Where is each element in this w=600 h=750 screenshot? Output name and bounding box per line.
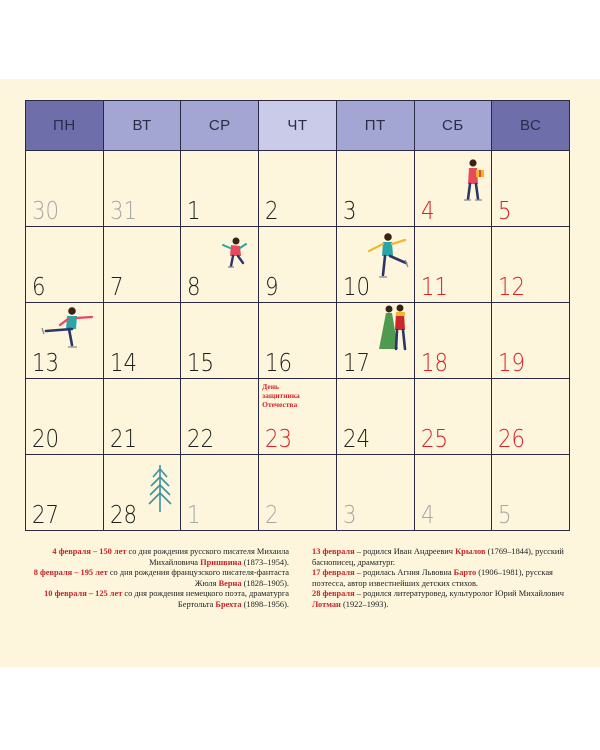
week-row-1 <box>26 151 570 227</box>
note-item <box>312 589 577 610</box>
note-years: 125 лет <box>95 589 123 599</box>
skater-with-gift-icon <box>459 157 487 207</box>
day-cell <box>181 227 259 303</box>
day-cell <box>414 455 492 531</box>
weekday-mon: ПН <box>26 101 104 151</box>
day-cell <box>414 151 492 227</box>
day-cell <box>26 151 104 227</box>
day-cell <box>259 303 337 379</box>
note-name: Пришвина <box>200 557 242 567</box>
day-cell <box>259 227 337 303</box>
day-cell <box>492 151 570 227</box>
weekday-sat: СБ <box>414 101 492 151</box>
fir-tree-icon <box>147 463 173 513</box>
note-text: (1769–1844), русский баснописец, драматург. <box>312 547 564 567</box>
note-text: – родился литературовед, культуролог Юрий Михайлович <box>354 589 564 599</box>
day-number: 10 <box>342 272 370 301</box>
day-number: 1 <box>187 196 201 225</box>
day-cell <box>181 151 259 227</box>
note-item: 10 февраля – 125 лет со дня рождения немецкого поэта, драматурга Бертольта Брехта (1898–1956). <box>44 589 289 609</box>
day-cell <box>336 151 414 227</box>
day-cell <box>336 227 414 303</box>
day-number: 30 <box>32 196 60 225</box>
day-number: 15 <box>187 348 215 377</box>
day-cell <box>26 455 104 531</box>
day-number: 12 <box>498 272 526 301</box>
skater-girl-icon <box>221 236 249 270</box>
day-number: 27 <box>32 500 60 529</box>
day-number: 3 <box>342 196 357 225</box>
day-number: 22 <box>187 424 215 453</box>
day-number: 25 <box>420 424 448 453</box>
day-cell <box>103 379 181 455</box>
note-item <box>312 568 577 589</box>
weekday-fri: ПТ <box>336 101 414 151</box>
day-number: 26 <box>498 424 526 453</box>
day-number: 1 <box>187 500 201 529</box>
day-number: 16 <box>265 348 293 377</box>
day-number: 8 <box>187 272 201 301</box>
holiday-label: День защитника Отечества <box>262 382 300 409</box>
day-cell <box>26 303 104 379</box>
day-cell <box>181 455 259 531</box>
note-text: со дня рождения французского писателя-фантаста Жюля <box>107 568 289 588</box>
day-cell <box>336 455 414 531</box>
note-text: со дня рождения немецкого поэта, драматурга Бертольта <box>122 589 289 609</box>
note-years: 195 лет <box>80 568 108 578</box>
gliding-skater-icon <box>32 305 98 351</box>
day-number: 24 <box>342 424 370 453</box>
dancing-couple-icon <box>377 303 411 355</box>
week-row-5 <box>26 455 570 531</box>
day-cell <box>26 227 104 303</box>
day-number: 3 <box>342 500 357 529</box>
calendar-grid <box>25 100 570 531</box>
day-number: 13 <box>32 348 60 377</box>
day-cell <box>492 227 570 303</box>
day-number: 4 <box>420 500 435 529</box>
note-item: 8 февраля – 195 лет со дня рождения французского писателя-фантаста Жюля Верна (1828–1905). <box>33 568 289 588</box>
day-number: 20 <box>32 424 60 453</box>
note-text: (1906–1981), русская поэтесса, автор известнейших детских стихов. <box>312 568 553 588</box>
day-number: 5 <box>498 196 512 225</box>
day-number: 9 <box>265 272 279 301</box>
calendar-page <box>0 79 600 667</box>
day-cell <box>181 303 259 379</box>
note-date: 4 февраля <box>52 547 91 556</box>
day-number: 21 <box>109 424 137 453</box>
note-text: – родился Иван Андреевич <box>354 547 456 556</box>
note-text: со дня рождения русского писателя Михаила Михайловича <box>126 547 289 567</box>
day-number: 11 <box>420 272 448 301</box>
weekday-tue: ВТ <box>103 101 181 151</box>
weekday-thu: ЧТ <box>259 101 337 151</box>
day-cell <box>103 151 181 227</box>
day-cell <box>414 379 492 455</box>
note-date: 28 февраля <box>312 589 355 599</box>
note-date: 13 февраля <box>312 547 355 556</box>
day-number: 4 <box>420 196 435 225</box>
day-cell <box>492 455 570 531</box>
note-item: 4 февраля – 150 лет со дня рождения русского писателя Михаила Михайловича Пришвина (1873–1954). <box>52 547 289 567</box>
note-name: Барто <box>453 568 477 578</box>
note-years: 150 лет <box>99 547 127 556</box>
note-name: Лотман <box>312 599 341 609</box>
note-name: Брехта <box>215 599 242 609</box>
note-name: Крылов <box>455 547 486 556</box>
day-cell <box>414 303 492 379</box>
day-cell <box>103 303 181 379</box>
weekday-header-row <box>26 101 570 151</box>
day-number: 5 <box>498 500 512 529</box>
day-cell <box>103 455 181 531</box>
anniversary-notes <box>26 547 289 611</box>
day-cell <box>492 303 570 379</box>
day-number: 17 <box>342 348 370 377</box>
day-cell <box>26 379 104 455</box>
day-cell <box>259 379 337 455</box>
day-cell <box>259 151 337 227</box>
day-number: 31 <box>109 196 137 225</box>
note-date: 8 февраля <box>33 568 73 578</box>
weekday-sun: ВС <box>492 101 570 151</box>
day-cell <box>181 379 259 455</box>
day-cell <box>259 455 337 531</box>
day-number: 18 <box>420 348 448 377</box>
day-cell <box>414 227 492 303</box>
note-name: Верна <box>218 578 242 588</box>
day-cell <box>336 379 414 455</box>
note-text: – родилась Агния Львовна <box>354 568 454 578</box>
note-date: 17 февраля <box>312 568 355 578</box>
note-item <box>312 547 577 568</box>
note-text: (1828–1905). <box>241 578 289 588</box>
week-row-2 <box>26 227 570 303</box>
weekday-wed: СР <box>181 101 259 151</box>
day-cell <box>103 227 181 303</box>
note-text: (1922–1993). <box>340 599 389 609</box>
day-number: 19 <box>498 348 526 377</box>
day-number: 23 <box>265 424 293 453</box>
day-number: 2 <box>265 196 279 225</box>
day-cell <box>492 379 570 455</box>
note-text: (1873–1954). <box>241 557 289 567</box>
day-number: 6 <box>32 272 46 301</box>
day-cell <box>336 303 414 379</box>
day-number: 14 <box>109 348 137 377</box>
note-date: 10 февраля <box>44 589 87 599</box>
day-number: 7 <box>109 272 124 301</box>
note-text: (1898–1956). <box>241 599 289 609</box>
week-row-3 <box>26 303 570 379</box>
day-number: 28 <box>109 500 137 529</box>
week-row-4 <box>26 379 570 455</box>
day-number: 2 <box>265 500 279 529</box>
birthday-notes <box>312 547 577 611</box>
